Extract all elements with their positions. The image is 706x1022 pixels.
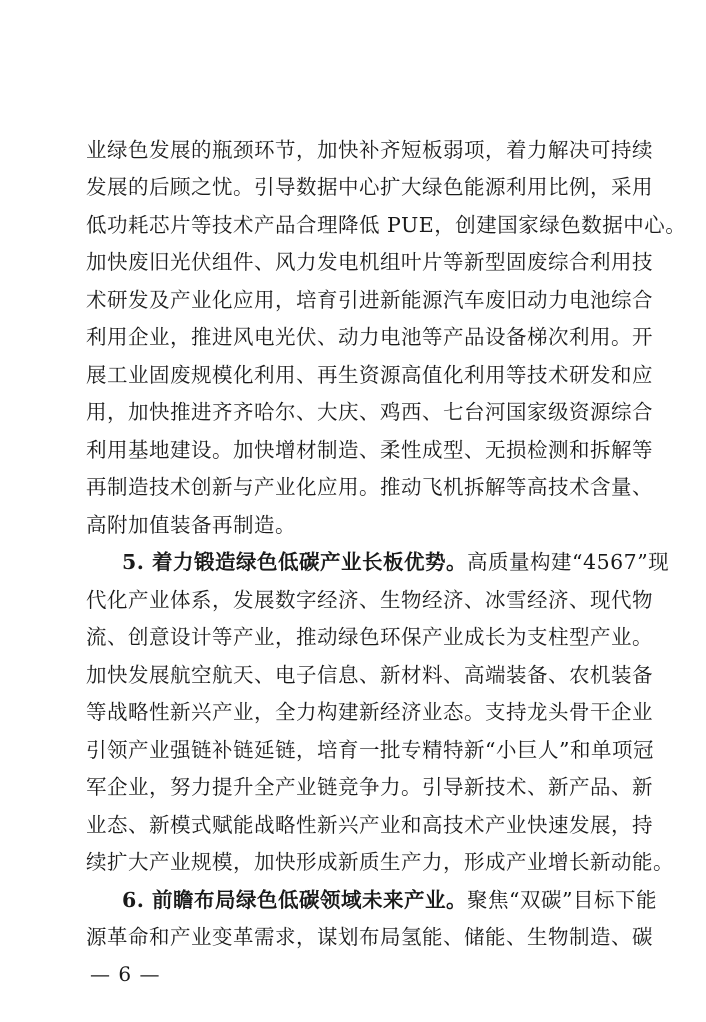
paragraph-line: 利用基地建设。加快增材制造、柔性成型、无损检测和拆解等 [86, 438, 653, 462]
paragraph-line: 用，加快推进齐齐哈尔、大庆、鸡西、七台河国家级资源综合 [86, 400, 653, 424]
paragraph-line: 等战略性新兴产业，全力构建新经济业态。支持龙头骨干企业 [86, 700, 653, 724]
paragraph-line: 发展的后顾之忧。引导数据中心扩大绿色能源利用比例，采用 [86, 175, 653, 199]
paragraph-line: 流、创意设计等产业，推动绿色环保产业成长为支柱型产业。 [86, 625, 653, 649]
section-6-heading: 6. 前瞻布局绿色低碳领域未来产业。 [122, 888, 468, 912]
paragraph-line: 业绿色发展的瓶颈环节，加快补齐短板弱项，着力解决可持续 [86, 138, 653, 162]
section-5-first-line-text: 高质量构建“4567”现 [467, 550, 670, 574]
paragraph-line: 加快发展航空航天、电子信息、新材料、高端装备、农机装备 [86, 663, 653, 687]
section-6-first-line [122, 884, 658, 916]
paragraph-line: 业态、新模式赋能战略性新兴产业和高技术产业快速发展，持 [86, 813, 653, 837]
paragraph-line: 利用企业，推进风电光伏、动力电池等产品设备梯次利用。开 [86, 325, 653, 349]
paragraph-line: 代化产业体系，发展数字经济、生物经济、冰雪经济、现代物 [86, 588, 653, 612]
paragraph-line: 续扩大产业规模，加快形成新质生产力，形成产业增长新动能。 [86, 850, 674, 874]
paragraph-line: 高附加值装备再制造。 [86, 513, 296, 537]
page-number: — 6 — [90, 962, 161, 986]
paragraph-line: 术研发及产业化应用，培育引进新能源汽车废旧动力电池综合 [86, 288, 653, 312]
paragraph-line: 再制造技术创新与产业化应用。推动飞机拆解等高技术含量、 [86, 475, 653, 499]
paragraph-line: 源革命和产业变革需求，谋划布局氢能、储能、生物制造、碳 [86, 925, 653, 949]
paragraph-line: 低功耗芯片等技术产品合理降低 PUE，创建国家绿色数据中心。 [86, 213, 687, 237]
paragraph-line: 加快废旧光伏组件、风力发电机组叶片等新型固废综合利用技 [86, 250, 653, 274]
section-5-first-line [122, 546, 670, 578]
paragraph-line: 展工业固废规模化利用、再生资源高值化利用等技术研发和应 [86, 363, 653, 387]
paragraph-line: 军企业，努力提升全产业链竞争力。引导新技术、新产品、新 [86, 775, 653, 799]
paragraph-line: 引领产业强链补链延链，培育一批专精特新“小巨人”和单项冠 [86, 738, 654, 762]
section-6-first-line-text: 聚焦“双碳”目标下能 [467, 888, 658, 912]
section-5-heading: 5. 着力锻造绿色低碳产业长板优势。 [122, 550, 468, 574]
